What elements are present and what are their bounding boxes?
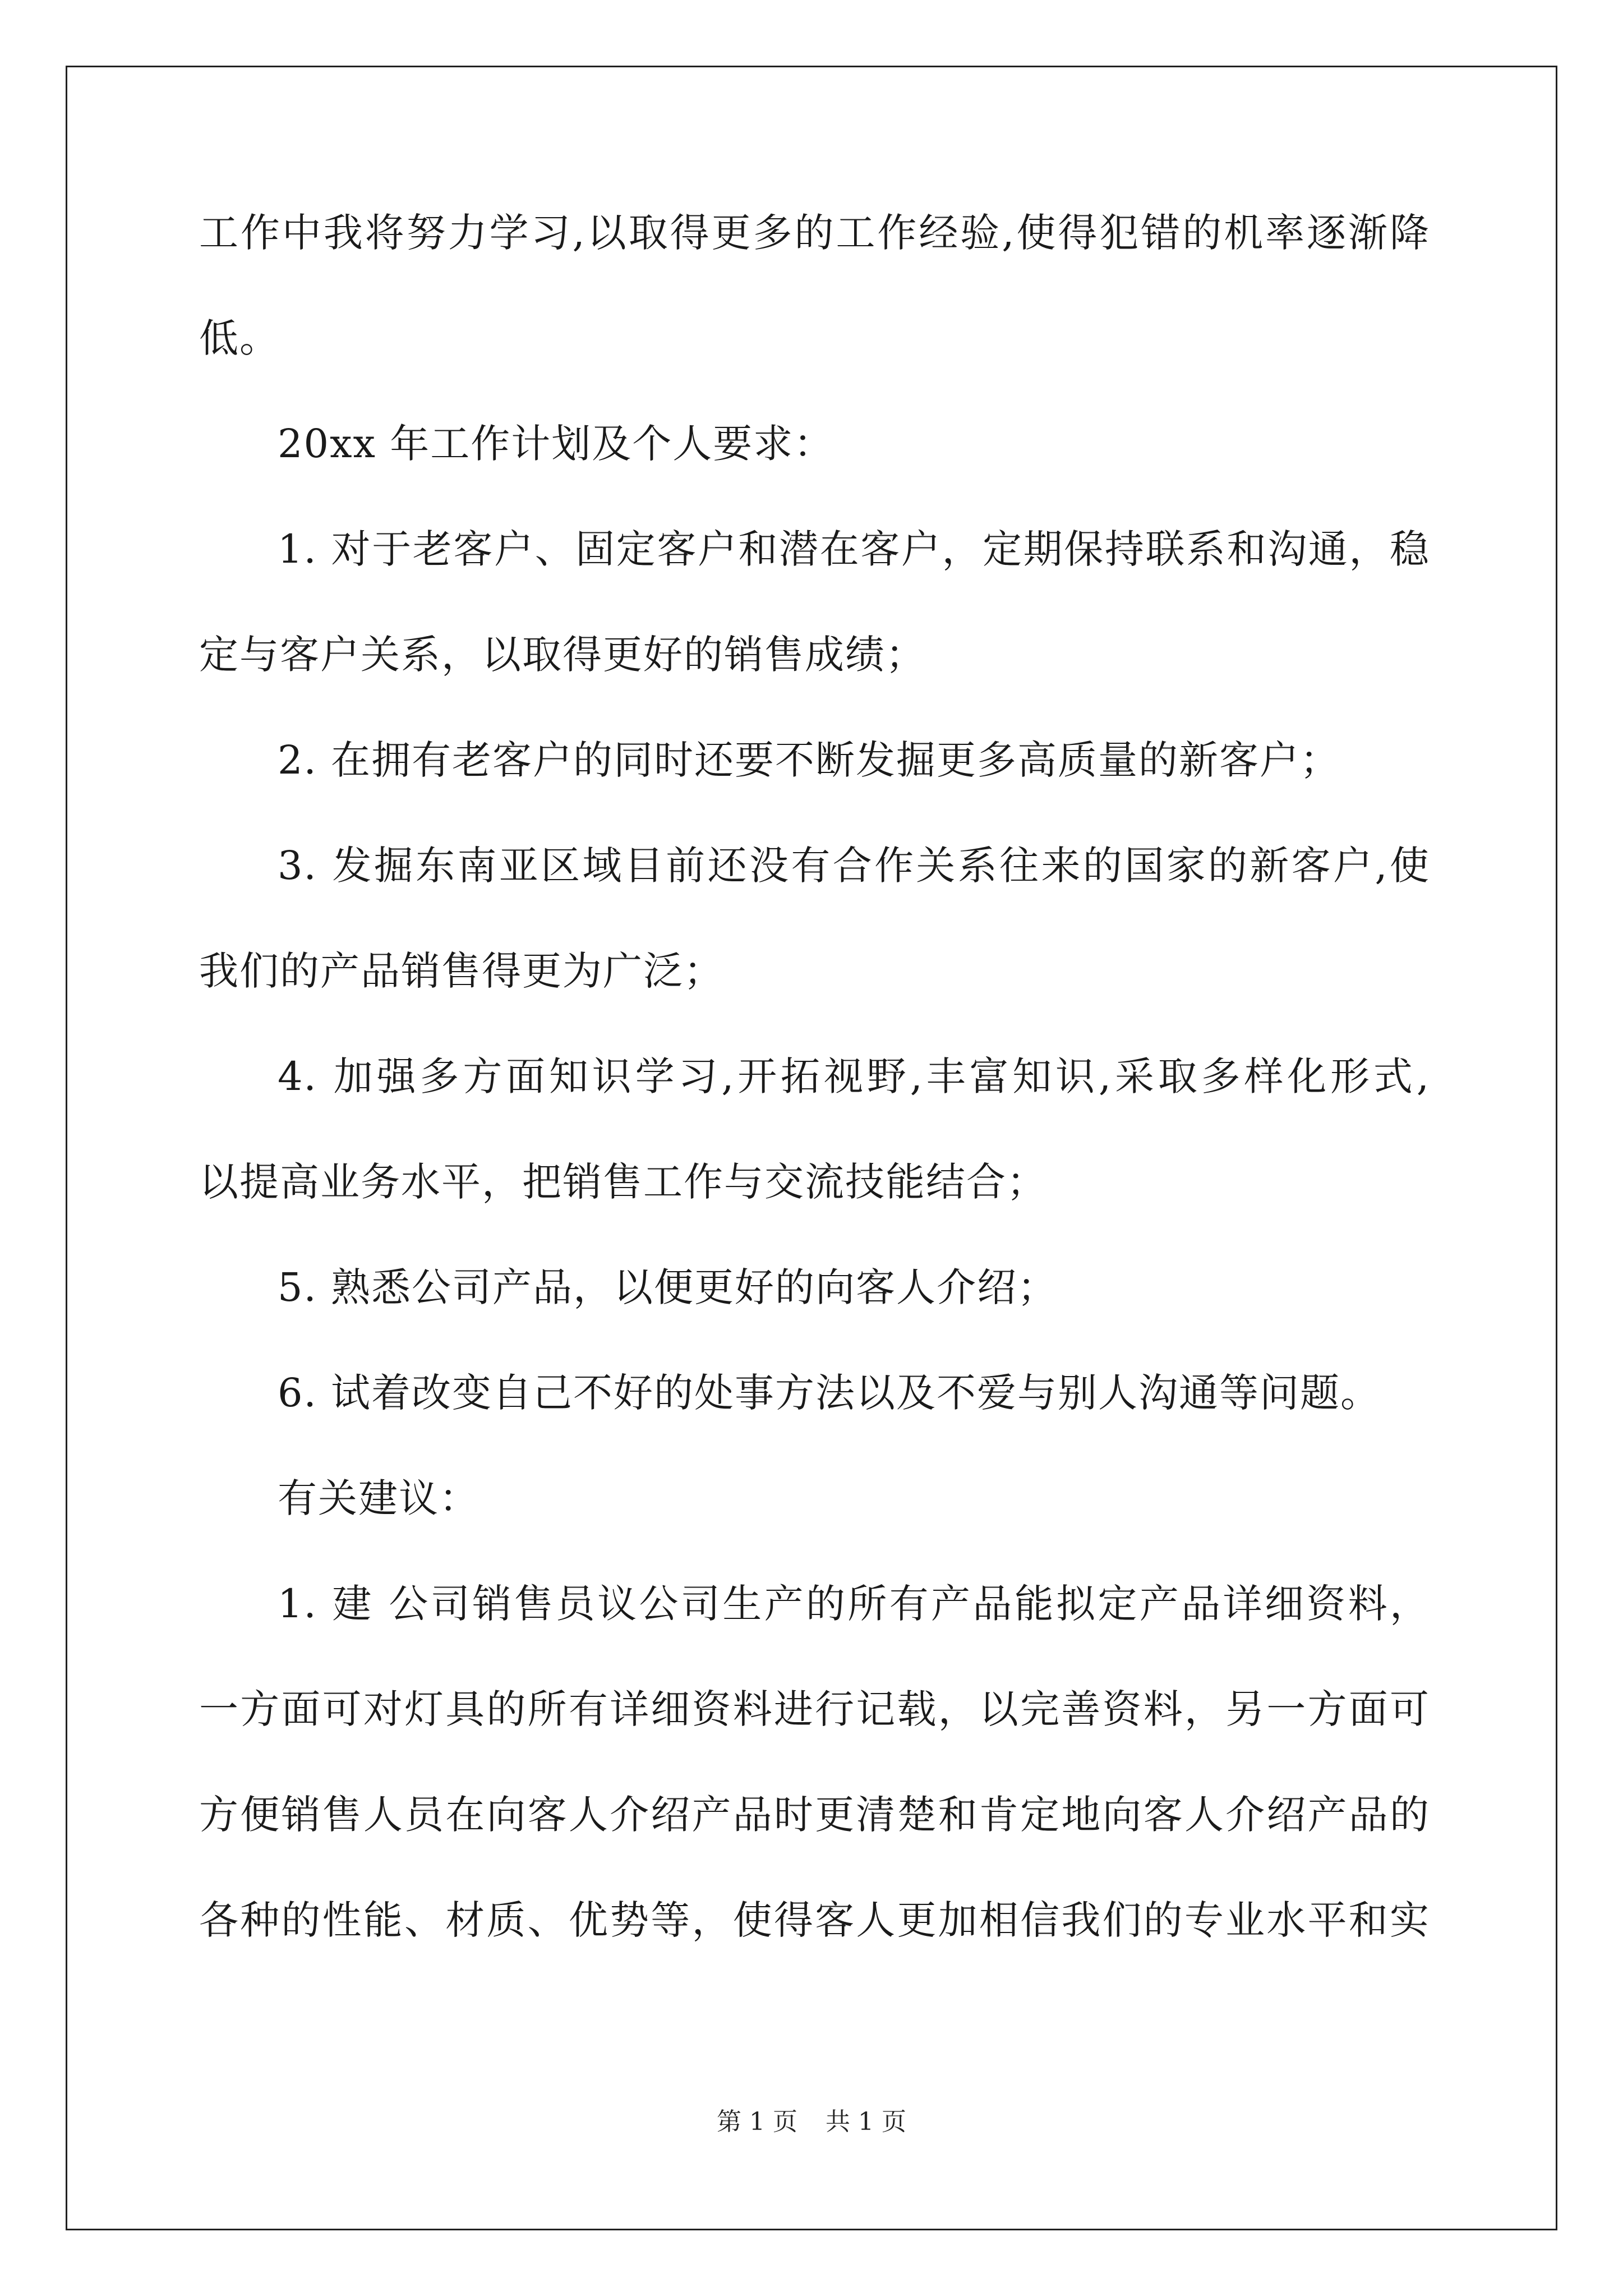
text-line: 各种的性能、材质、优势等，使得客人更加相信我们的专业水平和实 (199, 1897, 1430, 1943)
text-line: 工作中我将努力学习,以取得更多的工作经验,使得犯错的机率逐渐降 (199, 210, 1430, 256)
list-item: 1. 对于老客户、固定客户和潜在客户，定期保持联系和沟通，稳 (278, 526, 1430, 572)
text-line: 方便销售人员在向客人介绍产品时更清楚和肯定地向客人介绍产品的 (199, 1792, 1430, 1838)
text-line: 我们的产品销售得更为广泛； (199, 948, 724, 994)
list-item: 5. 熟悉公司产品，以便更好的向客人介绍； (278, 1264, 1058, 1310)
list-item: 3. 发掘东南亚区域目前还没有合作关系往来的国家的新客户,使 (278, 843, 1430, 889)
page-footer (0, 2105, 1623, 2139)
page-number: 第 1 页 (717, 2108, 797, 2136)
text-line: 一方面可对灯具的所有详细资料进行记载，以完善资料，另一方面可 (199, 1686, 1430, 1732)
page-total: 共 1 页 (826, 2108, 906, 2136)
list-item: 4. 加强多方面知识学习,开拓视野,丰富知识,采取多样化形式, (278, 1053, 1430, 1099)
text-line: 定与客户关系，以取得更好的销售成绩； (199, 632, 926, 678)
list-item: 2. 在拥有老客户的同时还要不断发掘更多高质量的新客户； (278, 737, 1341, 783)
text-line: 以提高业务水平，把销售工作与交流技能结合； (199, 1159, 1047, 1205)
list-item: 1. 建 公司销售员议公司生产的所有产品能拟定产品详细资料， (278, 1581, 1430, 1627)
list-item: 6. 试着改变自己不好的处事方法以及不爱与别人沟通等问题。 (278, 1370, 1381, 1416)
text-line: 低。 (199, 315, 280, 361)
section-heading: 有关建议： (278, 1475, 479, 1521)
section-heading: 20xx 年工作计划及个人要求： (278, 421, 834, 467)
